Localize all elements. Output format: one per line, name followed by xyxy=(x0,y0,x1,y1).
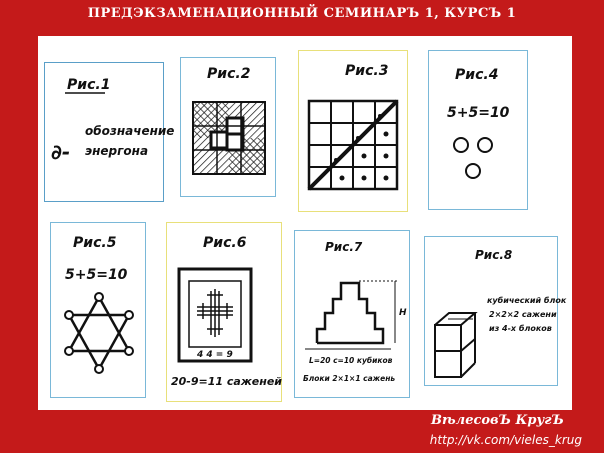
figure-7-drawing xyxy=(295,231,411,399)
figure-5-equation: 5+5=10 xyxy=(65,267,128,283)
figure-7-label: Рис.7 xyxy=(325,240,363,254)
figure-card-1 xyxy=(44,62,175,202)
figure-card-7 xyxy=(294,230,410,398)
figure-1-drawing xyxy=(45,63,175,203)
cube-blocks xyxy=(435,313,475,377)
hatched-grid xyxy=(193,102,265,174)
figure-1-label: Рис.1 xyxy=(67,77,111,93)
figure-7-dimension: H xyxy=(399,308,407,318)
figure-4-label: Рис.4 xyxy=(455,67,499,83)
figure-card-3 xyxy=(298,50,408,212)
footer-url[interactable]: http://vk.com/vieles_krug xyxy=(429,433,582,447)
figure-8-line-1: кубический блок xyxy=(487,296,567,305)
cross-lattice xyxy=(197,289,233,337)
figure-board xyxy=(38,36,572,410)
footer-brand: ВѣлесовЪ КругЪ xyxy=(431,413,564,428)
figure-card-6 xyxy=(166,222,282,402)
dotted-grid xyxy=(309,101,397,189)
figure-1-line-2: энергона xyxy=(85,144,149,158)
figure-8-line-2: 2×2×2 сажени xyxy=(489,310,557,319)
stepped-pyramid xyxy=(317,283,383,343)
figure-card-8 xyxy=(424,236,567,386)
figure-7-caption-2: Блоки 2×1×1 сажень xyxy=(303,374,396,383)
figure-3-drawing xyxy=(299,51,409,213)
figure-8-drawing xyxy=(425,237,567,387)
figure-5-label: Рис.5 xyxy=(73,235,117,251)
figure-6-label: Рис.6 xyxy=(203,235,247,251)
figure-card-2 xyxy=(180,57,276,197)
figure-6-caption: 20-9=11 саженей xyxy=(171,375,282,388)
figure-1-line-1: обозначение xyxy=(85,124,175,138)
figure-4-equation: 5+5=10 xyxy=(447,105,510,121)
figure-7-caption-1: L=20 c=10 кубиков xyxy=(309,356,393,365)
page-title: ПРЕДЭКЗАМЕНАЦИОННЫЙ СЕМИНАРЪ 1, КУРСЪ 1 xyxy=(87,6,517,21)
figure-2-drawing xyxy=(181,58,277,198)
figure-card-5 xyxy=(50,222,146,398)
figure-4-drawing xyxy=(429,51,529,211)
figure-6-drawing xyxy=(167,223,283,403)
figure-6-inner: 4 4 = 9 xyxy=(197,350,233,360)
figure-1-symbol: ∂- xyxy=(51,140,71,164)
figure-5-drawing xyxy=(51,223,147,399)
figure-3-label: Рис.3 xyxy=(345,63,389,79)
figure-2-label: Рис.2 xyxy=(207,66,251,82)
figure-8-label: Рис.8 xyxy=(475,248,513,262)
figure-8-line-3: из 4-х блоков xyxy=(489,324,552,333)
figure-card-4 xyxy=(428,50,528,210)
